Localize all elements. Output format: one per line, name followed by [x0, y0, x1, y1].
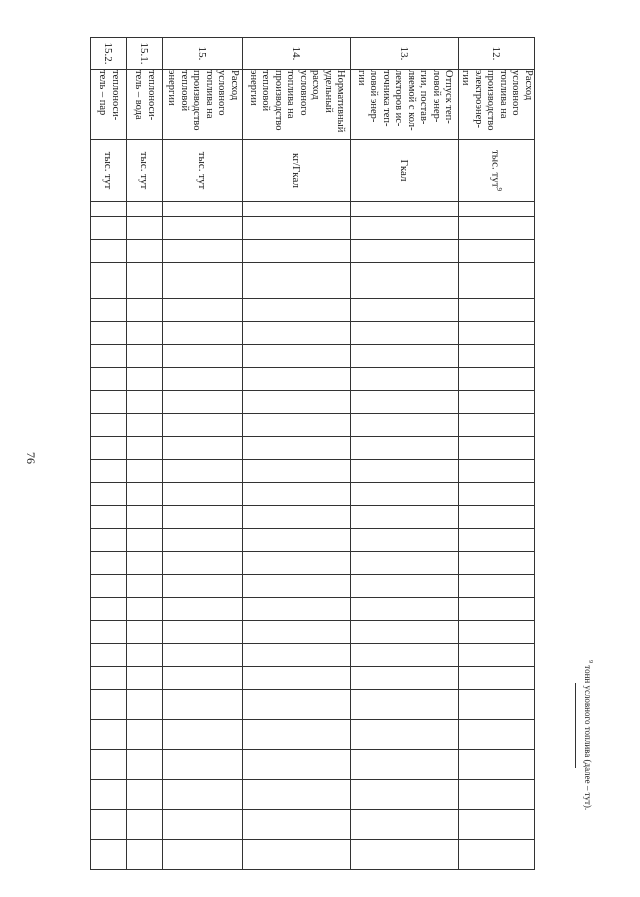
- data-cell: [127, 621, 163, 644]
- indicator-name-line: удельный: [323, 70, 334, 113]
- indicator-name-line: расход: [310, 70, 322, 100]
- page-number: 76: [24, 452, 38, 464]
- data-cell: [351, 217, 459, 240]
- indicator-name-line: тепловой: [260, 70, 272, 112]
- indicator-name: [459, 70, 535, 140]
- footnote-separator: [575, 683, 576, 768]
- data-cell: [351, 598, 459, 621]
- data-cell: [243, 368, 351, 391]
- data-cell: [243, 483, 351, 506]
- unit-text: Гкал: [398, 159, 411, 182]
- data-cell: [91, 750, 127, 780]
- data-cell: [91, 322, 127, 345]
- footnote-marker: 9: [587, 660, 593, 663]
- data-cell: [351, 750, 459, 780]
- indicator-name-line: тепловой: [179, 70, 190, 112]
- indicator-name-line: теплоноси-: [110, 70, 121, 121]
- data-cell: [243, 322, 351, 345]
- data-cell: [91, 667, 127, 690]
- data-cell: [243, 437, 351, 460]
- data-cell: [127, 750, 163, 780]
- data-cell: [91, 840, 127, 870]
- data-cell: [127, 202, 163, 217]
- row-number: 13.: [351, 38, 459, 70]
- data-cell: [91, 644, 127, 667]
- indicator-name-line: Расход: [523, 70, 534, 101]
- data-cell: [127, 690, 163, 720]
- data-cell: [459, 598, 535, 621]
- data-cell: [243, 345, 351, 368]
- data-cell: [351, 299, 459, 322]
- data-cell: [127, 483, 163, 506]
- data-cell: [91, 299, 127, 322]
- data-cell: [351, 414, 459, 437]
- data-cell: [459, 437, 535, 460]
- data-cell: [91, 575, 127, 598]
- data-cell: [163, 575, 243, 598]
- data-cell: [163, 414, 243, 437]
- data-cell: [459, 217, 535, 240]
- data-cell: [163, 644, 243, 667]
- data-cell: [127, 391, 163, 414]
- data-cell: [91, 690, 127, 720]
- data-cell: [163, 529, 243, 552]
- data-cell: [163, 690, 243, 720]
- data-cell: [127, 720, 163, 750]
- data-cell: [163, 506, 243, 529]
- data-cell: [459, 414, 535, 437]
- indicator-name-line: тель – пар: [97, 70, 109, 116]
- indicator-name-line: топлива на: [498, 70, 509, 119]
- unit-text: тыс. тут: [196, 151, 209, 190]
- data-cell: [163, 345, 243, 368]
- indicator-name: [163, 70, 243, 140]
- data-cell: [127, 414, 163, 437]
- data-cell: [91, 414, 127, 437]
- data-cell: [351, 368, 459, 391]
- data-cell: [243, 644, 351, 667]
- unit-of-measure: [127, 140, 163, 202]
- data-cell: [351, 460, 459, 483]
- data-cell: [459, 810, 535, 840]
- data-cell: [91, 391, 127, 414]
- indicator-name-line: Нормативный: [335, 70, 347, 133]
- data-cell: [163, 322, 243, 345]
- data-cell: [243, 263, 351, 299]
- data-cell: [351, 720, 459, 750]
- data-cell: [163, 621, 243, 644]
- table-row: [459, 38, 535, 870]
- footnote-text: тонн условного топлива (далее – тут).: [583, 665, 593, 811]
- data-cell: [351, 644, 459, 667]
- row-number: 12.: [459, 38, 535, 70]
- data-cell: [163, 598, 243, 621]
- data-cell: [127, 667, 163, 690]
- data-cell: [243, 720, 351, 750]
- data-cell: [459, 345, 535, 368]
- data-cell: [91, 240, 127, 263]
- data-cell: [243, 575, 351, 598]
- data-cell: [243, 217, 351, 240]
- data-cell: [243, 840, 351, 870]
- indicator-name-line: ловой энер-: [368, 70, 380, 123]
- data-cell: [91, 460, 127, 483]
- data-cell: [163, 810, 243, 840]
- data-cell: [127, 217, 163, 240]
- rotated-table-container: [95, 37, 535, 852]
- data-cell: [163, 460, 243, 483]
- data-cell: [351, 437, 459, 460]
- data-cell: [91, 598, 127, 621]
- data-cell: [459, 750, 535, 780]
- data-cell: [351, 780, 459, 810]
- table-row: [351, 38, 459, 870]
- indicator-name-line: Отпуск теп-: [443, 70, 455, 124]
- footnote: [584, 660, 596, 840]
- indicator-name: [91, 70, 127, 140]
- indicator-name-line: гии, постав-: [418, 70, 430, 125]
- data-cell: [459, 263, 535, 299]
- indicator-name-line: условного: [298, 70, 309, 116]
- data-cell: [243, 810, 351, 840]
- data-cell: [91, 506, 127, 529]
- fuel-consumption-table: [90, 37, 535, 870]
- data-cell: [91, 263, 127, 299]
- indicator-name-line: топлива на: [285, 70, 297, 119]
- data-cell: [127, 575, 163, 598]
- data-cell: [351, 810, 459, 840]
- data-cell: [243, 460, 351, 483]
- data-cell: [459, 322, 535, 345]
- data-cell: [459, 391, 535, 414]
- indicator-name-line: лекторов ис-: [393, 70, 405, 127]
- data-cell: [163, 391, 243, 414]
- data-cell: [351, 345, 459, 368]
- data-cell: [91, 780, 127, 810]
- data-cell: [459, 667, 535, 690]
- data-cell: [243, 391, 351, 414]
- data-cell: [351, 506, 459, 529]
- data-cell: [351, 621, 459, 644]
- data-cell: [163, 240, 243, 263]
- indicator-name-line: производство: [273, 70, 284, 131]
- row-number: 14.: [243, 38, 351, 70]
- data-cell: [127, 437, 163, 460]
- data-cell: [459, 621, 535, 644]
- indicator-name-line: электроэнер-: [473, 70, 484, 129]
- data-cell: [163, 263, 243, 299]
- unit-of-measure: [91, 140, 127, 202]
- data-cell: [127, 598, 163, 621]
- data-cell: [127, 840, 163, 870]
- data-cell: [91, 552, 127, 575]
- data-cell: [243, 299, 351, 322]
- data-cell: [243, 414, 351, 437]
- data-cell: [243, 529, 351, 552]
- unit-text: кг/Гкал: [290, 153, 303, 188]
- table-row: [163, 38, 243, 870]
- data-cell: [163, 780, 243, 810]
- data-cell: [459, 690, 535, 720]
- data-cell: [351, 202, 459, 217]
- data-cell: [351, 529, 459, 552]
- data-cell: [163, 720, 243, 750]
- data-cell: [127, 345, 163, 368]
- data-cell: [351, 322, 459, 345]
- unit-footnote-marker: 9: [495, 187, 504, 192]
- indicator-name-line: условного: [510, 70, 522, 116]
- data-cell: [459, 644, 535, 667]
- data-cell: [351, 690, 459, 720]
- data-cell: [91, 202, 127, 217]
- data-cell: [91, 621, 127, 644]
- indicator-name-line: гии: [460, 70, 472, 86]
- data-cell: [243, 667, 351, 690]
- indicator-name-line: гии: [356, 70, 367, 86]
- data-cell: [243, 506, 351, 529]
- data-cell: [127, 552, 163, 575]
- data-cell: [459, 299, 535, 322]
- indicator-name-line: ляемой с кол-: [406, 70, 417, 131]
- data-cell: [91, 345, 127, 368]
- data-cell: [243, 621, 351, 644]
- unit-of-measure: [459, 140, 535, 202]
- data-cell: [243, 598, 351, 621]
- data-cell: [91, 437, 127, 460]
- data-cell: [163, 202, 243, 217]
- data-cell: [351, 667, 459, 690]
- table-row: [91, 38, 127, 870]
- indicator-name-line: тель – вода: [133, 70, 145, 120]
- data-cell: [351, 575, 459, 598]
- data-cell: [91, 217, 127, 240]
- unit-text: тыс. тут: [138, 151, 151, 190]
- data-cell: [163, 667, 243, 690]
- indicator-name-line: энергии: [166, 70, 178, 106]
- row-number: 15.2.: [91, 38, 127, 70]
- indicator-name: [127, 70, 163, 140]
- data-cell: [243, 240, 351, 263]
- row-number: 15.1.: [127, 38, 163, 70]
- data-cell: [351, 552, 459, 575]
- data-cell: [127, 368, 163, 391]
- table-row: [243, 38, 351, 870]
- data-cell: [243, 552, 351, 575]
- data-cell: [243, 690, 351, 720]
- data-cell: [351, 840, 459, 870]
- data-cell: [163, 750, 243, 780]
- indicator-name-line: производство: [191, 70, 203, 131]
- data-cell: [91, 720, 127, 750]
- unit-text: тыс. тут: [489, 149, 502, 188]
- data-cell: [243, 780, 351, 810]
- data-cell: [163, 483, 243, 506]
- data-cell: [127, 780, 163, 810]
- data-cell: [351, 240, 459, 263]
- row-number: 15.: [163, 38, 243, 70]
- unit-of-measure: [163, 140, 243, 202]
- data-cell: [127, 810, 163, 840]
- data-cell: [351, 483, 459, 506]
- data-cell: [91, 529, 127, 552]
- unit-of-measure: [243, 140, 351, 202]
- table-row: [127, 38, 163, 870]
- data-cell: [91, 810, 127, 840]
- indicator-name-line: ловой энер-: [431, 70, 442, 123]
- data-cell: [163, 217, 243, 240]
- data-cell: [351, 263, 459, 299]
- data-cell: [459, 552, 535, 575]
- data-cell: [459, 202, 535, 217]
- indicator-name-line: теплоноси-: [146, 70, 157, 121]
- data-cell: [459, 460, 535, 483]
- data-cell: [243, 750, 351, 780]
- indicator-name-line: точника теп-: [381, 70, 392, 127]
- data-cell: [127, 506, 163, 529]
- indicator-name: [351, 70, 459, 140]
- data-cell: [163, 437, 243, 460]
- data-cell: [163, 552, 243, 575]
- data-cell: [163, 299, 243, 322]
- indicator-name-line: топлива на: [204, 70, 215, 119]
- data-cell: [459, 240, 535, 263]
- indicator-name-line: условного: [216, 70, 228, 116]
- data-cell: [127, 460, 163, 483]
- data-cell: [127, 263, 163, 299]
- data-cell: [459, 840, 535, 870]
- data-cell: [459, 483, 535, 506]
- indicator-name-line: производство: [485, 70, 497, 131]
- data-cell: [163, 840, 243, 870]
- data-cell: [459, 529, 535, 552]
- data-cell: [163, 368, 243, 391]
- unit-text: тыс. тут: [102, 151, 115, 190]
- data-cell: [459, 780, 535, 810]
- indicator-name-line: энергии: [248, 70, 259, 106]
- data-cell: [127, 240, 163, 263]
- data-cell: [127, 299, 163, 322]
- data-cell: [243, 202, 351, 217]
- unit-of-measure: [351, 140, 459, 202]
- data-cell: [459, 506, 535, 529]
- data-cell: [91, 368, 127, 391]
- indicator-name: [243, 70, 351, 140]
- data-cell: [91, 483, 127, 506]
- data-cell: [459, 368, 535, 391]
- data-cell: [127, 529, 163, 552]
- indicator-name-line: Расход: [229, 70, 240, 101]
- data-cell: [127, 644, 163, 667]
- data-cell: [459, 575, 535, 598]
- data-cell: [459, 720, 535, 750]
- data-cell: [127, 322, 163, 345]
- data-cell: [351, 391, 459, 414]
